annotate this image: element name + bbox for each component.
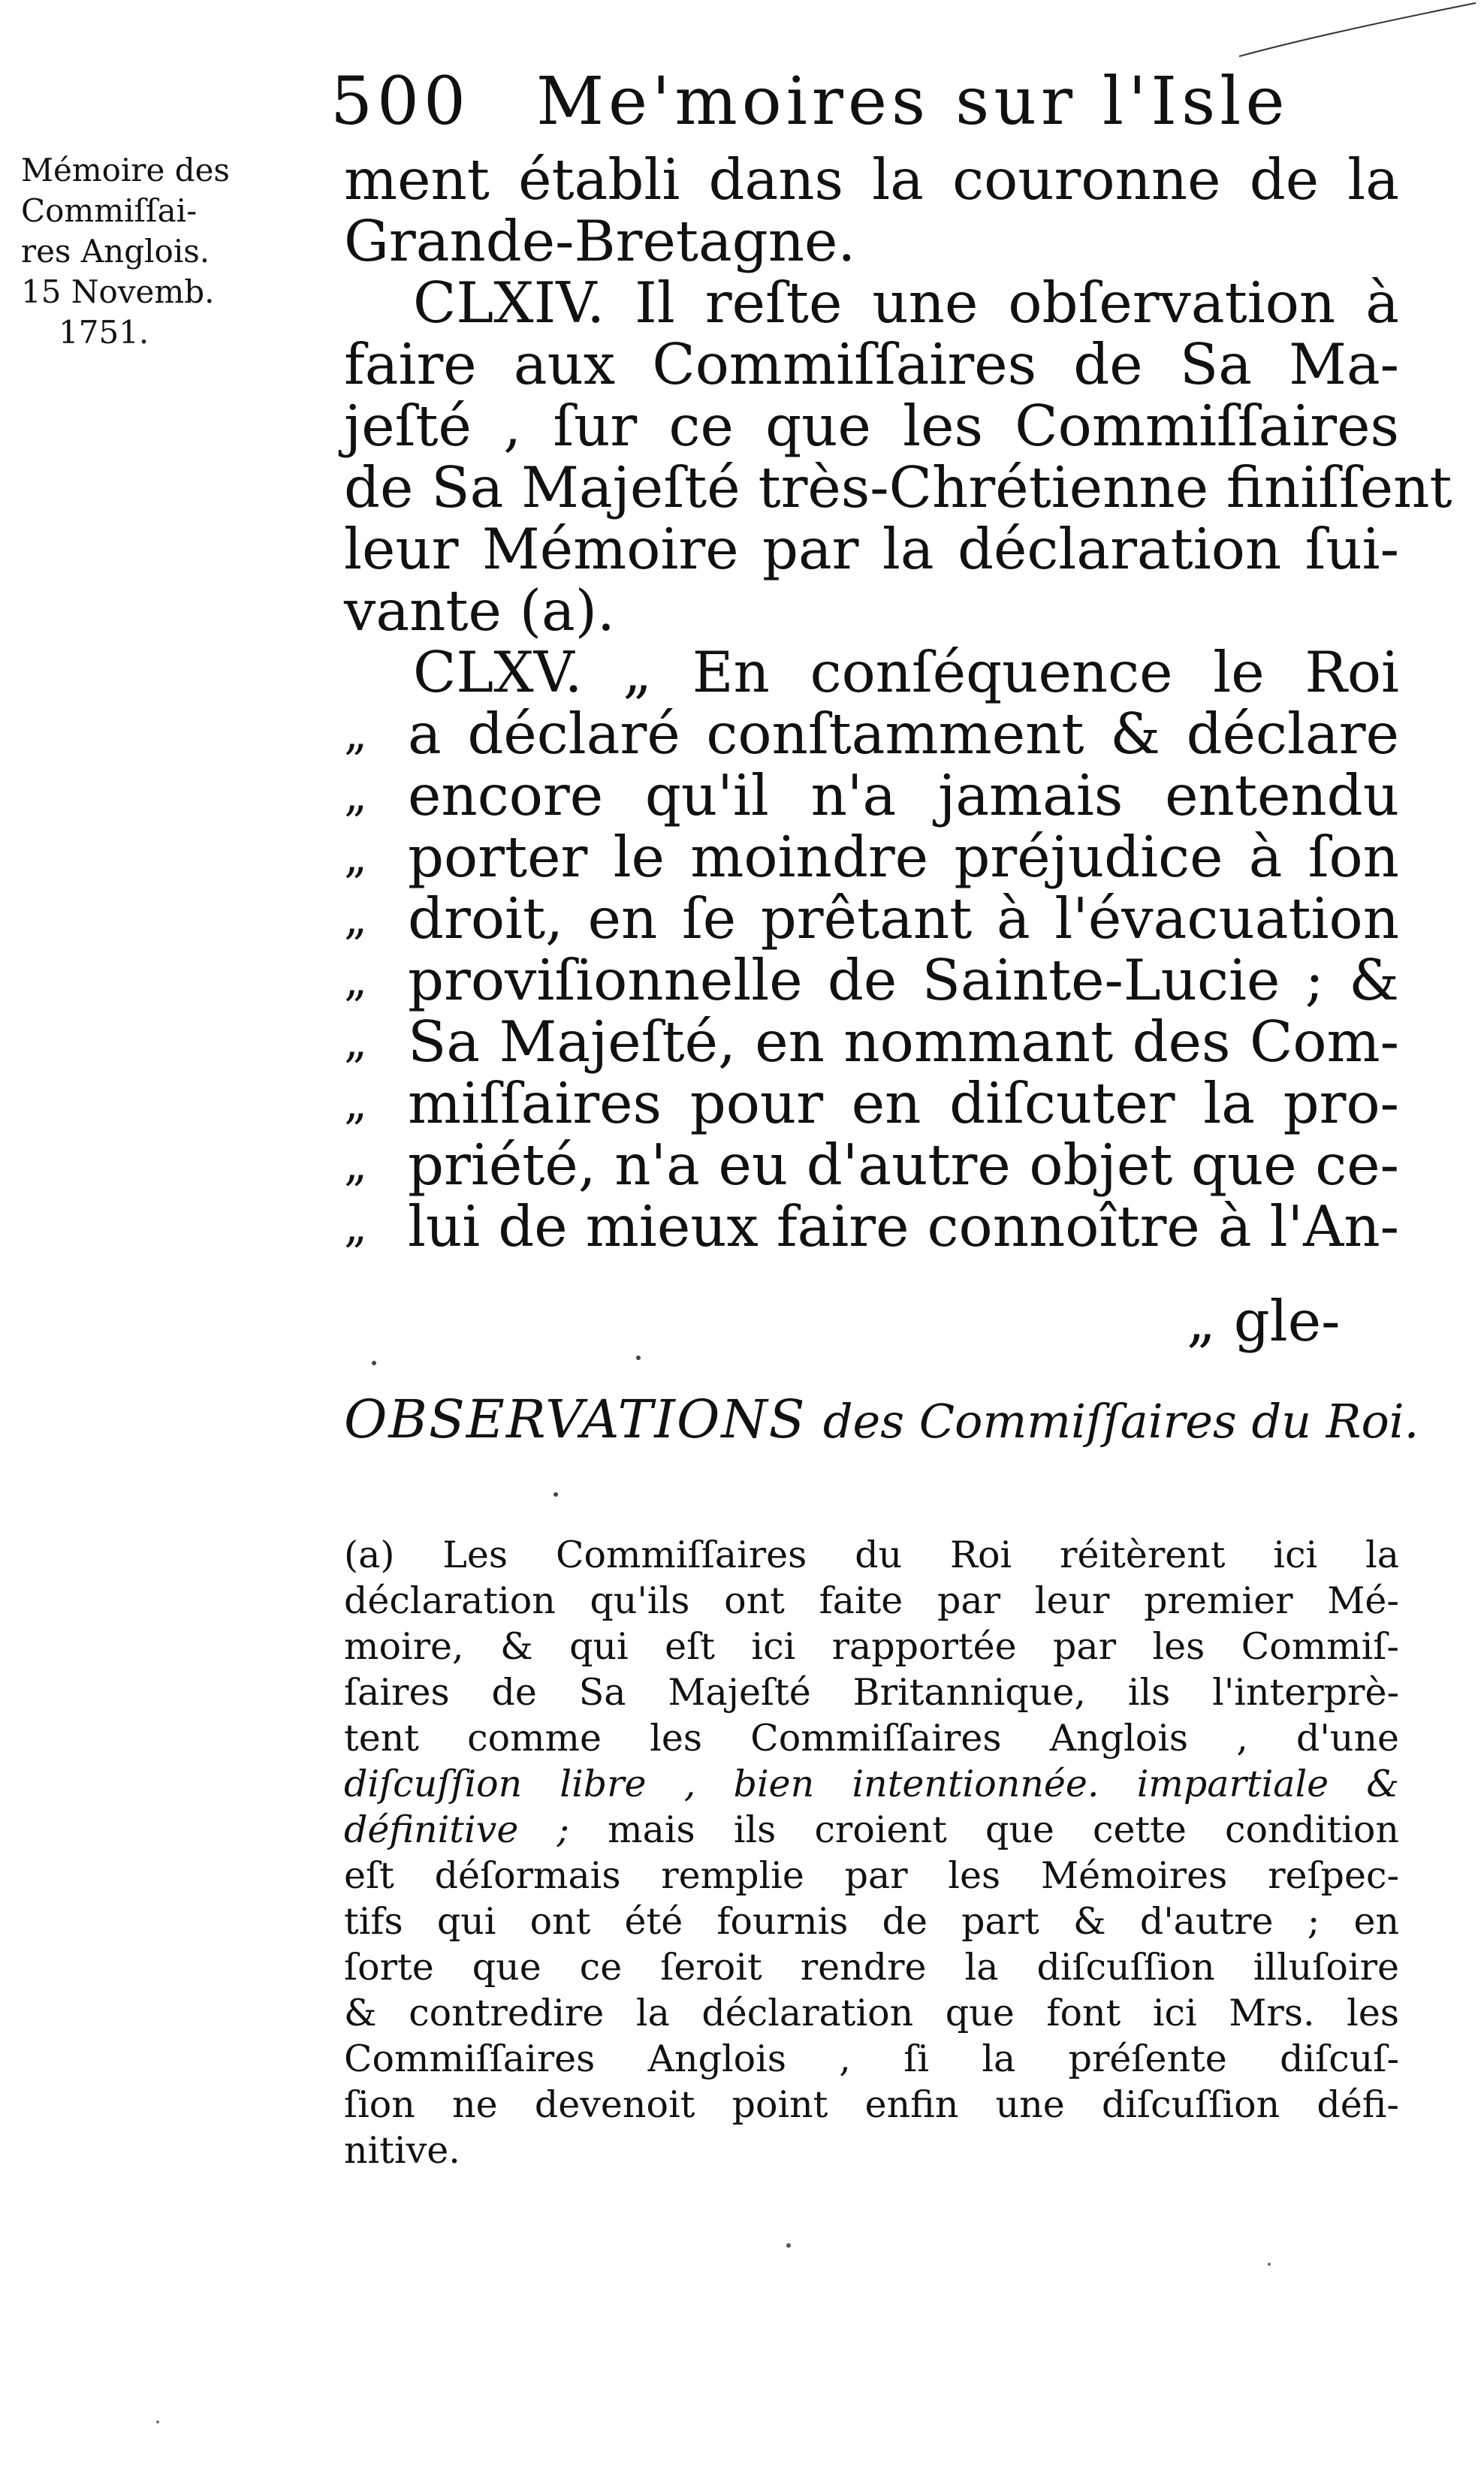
footnote-line: tifs qui ont été fournis de part & d'autre ; en bbox=[344, 1900, 1399, 1943]
text-line: de Sa Majeſté très-Chrétienne finiſſent bbox=[344, 454, 1452, 520]
footnote-line: Commiſſaires Anglois , ſi la préſente diſcuſ- bbox=[344, 2037, 1399, 2080]
margin-note-line: 15 Novemb. bbox=[21, 273, 215, 310]
observations-heading-rest: des Commiſſaires du Roi. bbox=[822, 1394, 1419, 1449]
quote-line: „ droit, en ſe prêtant à l'évacuation bbox=[344, 885, 1399, 952]
quoted-declaration bbox=[344, 703, 1399, 1257]
text-line: vante (a). bbox=[344, 578, 615, 644]
quote-line: „ priété, n'a eu d'autre objet que ce- bbox=[344, 1132, 1399, 1198]
footnote-line: définitive ; mais ils croient que cette condition bbox=[344, 1808, 1399, 1851]
footnote-line: & contredire la déclaration que font ici Mrs. les bbox=[344, 1992, 1399, 2034]
running-header bbox=[330, 60, 1382, 143]
quote-line: „ lui de mieux faire connoître à l'An- bbox=[344, 1193, 1399, 1259]
footnote-line: ſorte que ce ſeroit rendre la diſcuſſion illuſoire bbox=[344, 1946, 1399, 1989]
quote-mark: „ bbox=[344, 831, 368, 883]
quote-mark: „ bbox=[344, 769, 368, 822]
footnote-line: eſt déſormais remplie par les Mémoires reſpec- bbox=[344, 1854, 1399, 1897]
quote-mark: „ bbox=[344, 707, 368, 760]
catchword: „ gle- bbox=[1187, 1288, 1341, 1354]
text-line: leur Mémoire par la déclaration ſui- bbox=[344, 516, 1399, 582]
section-clxiv-start: CLXIV. Il reſte une obſervation à bbox=[413, 270, 1399, 336]
observations-heading bbox=[344, 1386, 1419, 1455]
section-clxv-start: CLXV. „ En conſéquence le Roi bbox=[413, 639, 1399, 705]
footnote bbox=[344, 1532, 1399, 2173]
quote-line: „ proviſionnelle de Sainte-Lucie ; & bbox=[344, 947, 1399, 1013]
quote-line: „ Sa Majeſté, en nommant des Com- bbox=[344, 1009, 1399, 1075]
quote-mark: „ bbox=[344, 954, 368, 1006]
page-number: 500 bbox=[330, 62, 470, 140]
quote-line: „ miſſaires pour en diſcuter la pro- bbox=[344, 1070, 1399, 1136]
footnote-line: moire, & qui eſt ici rapportée par les Commiſ- bbox=[344, 1625, 1399, 1668]
quote-mark: „ bbox=[344, 1200, 368, 1253]
observations-heading-caps: OBSERVATIONS bbox=[344, 1389, 807, 1450]
quote-line: „ porter le moindre préjudice à ſon bbox=[344, 824, 1399, 890]
pen-stroke-mark bbox=[1232, 0, 1479, 60]
quote-line: „ encore qu'il n'a jamais entendu bbox=[344, 762, 1399, 828]
main-text bbox=[344, 146, 1452, 1259]
text-line: Grande-Bretagne. bbox=[344, 208, 856, 274]
margin-note-line: Commiſſai- bbox=[21, 192, 198, 229]
margin-note-line: res Anglois. bbox=[21, 233, 210, 270]
footnote-line: ſion ne devenoit point enfin une diſcuſſion défi- bbox=[344, 2083, 1399, 2126]
footnote-line: nitive. bbox=[344, 2129, 460, 2172]
quote-mark: „ bbox=[344, 892, 368, 945]
quote-line: „ a déclaré conſtamment & déclare bbox=[344, 701, 1399, 767]
quote-mark: „ bbox=[344, 1015, 368, 1068]
footnote-line: ſaires de Sa Majeſté Britannique, ils l'interprè- bbox=[344, 1671, 1399, 1714]
footnote-line-italic: diſcuſſion libre , bien intentionnée. impartiale & bbox=[344, 1763, 1399, 1805]
margin-note-line: Mémoire des bbox=[21, 152, 230, 188]
quote-mark: „ bbox=[344, 1138, 368, 1191]
quote-mark: „ bbox=[344, 1077, 368, 1129]
text-line: faire aux Commiſſaires de Sa Ma- bbox=[344, 331, 1399, 397]
text-line: jeſté , ſur ce que les Commiſſaires bbox=[344, 393, 1399, 459]
running-title: Me'moires sur l'Isle bbox=[535, 62, 1289, 140]
footnote-line: tent comme les Commiſſaires Anglois , d'une bbox=[344, 1717, 1399, 1760]
footnote-line: (a) Les Commiſſaires du Roi réitèrent ici la bbox=[344, 1534, 1399, 1576]
text-line: ment établi dans la couronne de la bbox=[344, 146, 1399, 213]
margin-note bbox=[21, 150, 336, 353]
margin-note-year: 1751. bbox=[59, 314, 149, 351]
footnote-line: déclaration qu'ils ont faite par leur premier Mé- bbox=[344, 1579, 1399, 1622]
